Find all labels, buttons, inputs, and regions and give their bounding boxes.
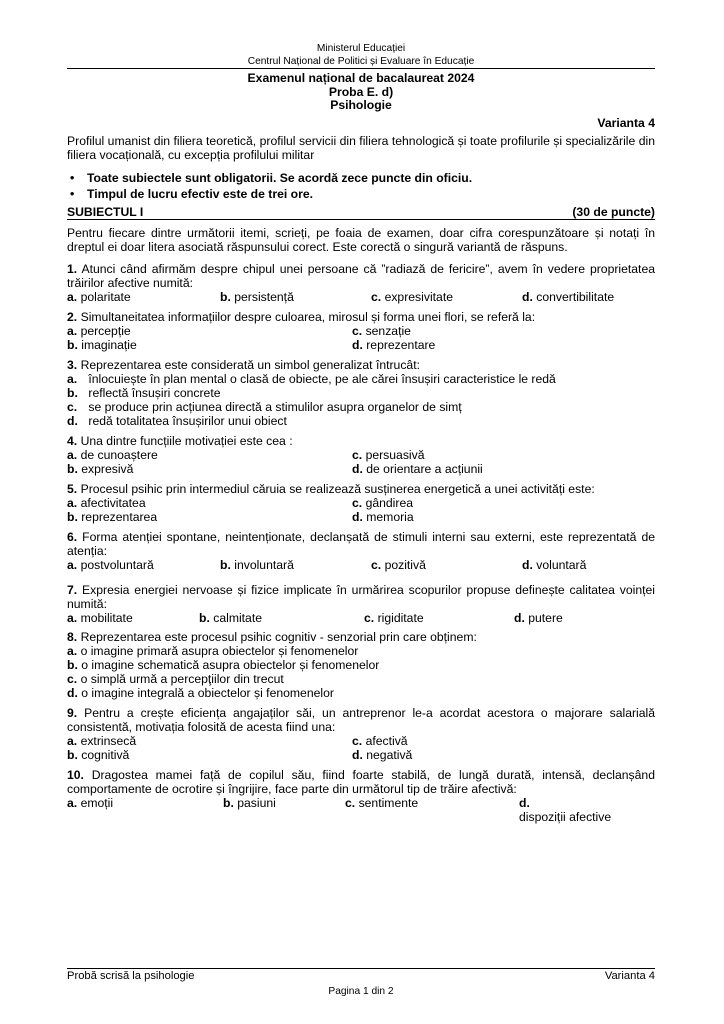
- option-letter: c.: [67, 399, 78, 414]
- options-row: [67, 290, 655, 304]
- option-letter: b.: [220, 289, 231, 304]
- options-row: [67, 796, 655, 824]
- option-letter: a.: [67, 495, 78, 510]
- option-letter: d.: [67, 685, 78, 700]
- option-text: mobilitate: [80, 610, 133, 625]
- answer-option: [352, 462, 483, 476]
- question-4: [67, 434, 655, 476]
- answer-option: [352, 324, 411, 338]
- answer-option: [223, 796, 345, 824]
- option-letter: b.: [67, 461, 78, 476]
- rule-item: [67, 170, 655, 186]
- answer-option: [67, 644, 655, 658]
- option-text: polaritate: [80, 289, 131, 304]
- answer-option: [67, 510, 352, 524]
- question-number: 7.: [67, 582, 78, 597]
- answer-option: [67, 372, 655, 386]
- option-letter: c.: [345, 795, 356, 810]
- option-text: de cunoaștere: [80, 447, 158, 462]
- question-text: [67, 630, 655, 644]
- question-number: 4.: [67, 433, 78, 448]
- answer-option: [67, 448, 352, 462]
- option-letter: b.: [67, 657, 78, 672]
- question-body: Pentru a crește eficiența angajaților săi, un antreprenor le-a acordat acestora o majorare salarială consistentă, motivația folosită de acesta fiind una:: [67, 705, 655, 734]
- question-body: Reprezentarea este considerată un simbol generalizat întrucât:: [80, 357, 420, 372]
- question-body: Atunci când afirmăm despre chipul unei persoane că ”radiază de fericire”, avem în vedere proprietatea trăirilor afective numită:: [67, 261, 655, 290]
- question-text: [67, 262, 655, 290]
- question-number: 2.: [67, 309, 78, 324]
- profile-text: Profilul umanist din filiera teoretică, profilul servicii din filiera tehnologică și toate profilurile și specializările din filiera vocațională, cu excepția profilului militar: [67, 133, 655, 162]
- answer-option: [67, 324, 352, 338]
- question-text: [67, 583, 655, 611]
- options-row: [67, 748, 655, 762]
- answer-option: [67, 386, 655, 400]
- option-letter: a.: [67, 557, 78, 572]
- variant-label: Varianta 4: [597, 115, 655, 130]
- question-text: [67, 310, 655, 324]
- option-text: gândirea: [365, 495, 413, 510]
- options-row: [67, 324, 655, 338]
- question-text: [67, 482, 655, 496]
- options-row: [67, 558, 655, 572]
- option-text: reprezentarea: [81, 509, 158, 524]
- page-number: Pagina 1 din 2: [328, 986, 394, 997]
- question-10: [67, 768, 655, 824]
- option-text: persistență: [234, 289, 294, 304]
- rules-list: [67, 170, 655, 202]
- question-number: 10.: [67, 767, 84, 782]
- option-text: o imagine integrală a obiectelor și fenomenelor: [81, 685, 334, 700]
- option-letter: b.: [67, 509, 78, 524]
- option-text: pozitivă: [384, 557, 426, 572]
- options-row: [67, 734, 655, 748]
- option-letter: c.: [352, 323, 363, 338]
- answer-option: [352, 496, 413, 510]
- option-letter: c.: [352, 495, 363, 510]
- option-letter: a.: [67, 323, 78, 338]
- option-letter: b.: [220, 557, 231, 572]
- option-letter: d.: [522, 289, 533, 304]
- answer-option: [67, 686, 655, 700]
- option-text: pasiuni: [237, 795, 276, 810]
- answer-option: [345, 796, 519, 824]
- question-number: 1.: [67, 261, 78, 276]
- ministry-name: Ministerul Educației: [316, 43, 406, 54]
- option-text: o imagine primară asupra obiectelor și fenomenelor: [80, 643, 359, 658]
- answer-option: [67, 734, 352, 748]
- question-body: Dragostea mamei față de copilul său, fiind foarte stabilă, de lungă durată, intensă, declanșând comportamente de ocrotire și îngrijire, face parte din următorul tip de trăire afectivă:: [67, 767, 655, 796]
- option-text: rigiditate: [377, 610, 424, 625]
- option-text: voluntară: [536, 557, 587, 572]
- answer-option: [67, 338, 352, 352]
- exam-page: [67, 0, 655, 1024]
- question-3: [67, 358, 655, 428]
- rule-text: Timpul de lucru efectiv este de trei ore.: [87, 186, 313, 201]
- option-letter: d.: [352, 509, 363, 524]
- option-text: expresivă: [81, 461, 134, 476]
- question-1: [67, 262, 655, 304]
- question-7: [67, 583, 655, 625]
- option-text: expresivitate: [384, 289, 453, 304]
- option-letter: b.: [67, 337, 78, 352]
- option-text: putere: [528, 610, 563, 625]
- answer-option: [67, 611, 199, 625]
- option-text: convertibilitate: [536, 289, 615, 304]
- option-letter: c.: [67, 671, 78, 686]
- answer-option: [352, 448, 425, 462]
- question-9: [67, 706, 655, 762]
- footer-right: Varianta 4: [604, 970, 655, 982]
- answer-option: [519, 796, 619, 824]
- option-letter: d.: [514, 610, 525, 625]
- exam-title: Examenul național de bacalaureat 2024: [247, 71, 475, 85]
- exam-proba: Proba E. d): [328, 84, 394, 99]
- options-row: [67, 510, 655, 524]
- option-text: afectivitatea: [80, 495, 146, 510]
- answer-option: [364, 611, 514, 625]
- question-body: Simultaneitatea informațiilor despre culoarea, mirosul și forma unei flori, se referă la:: [80, 309, 536, 324]
- question-text: [67, 434, 655, 448]
- question-text: [67, 358, 655, 372]
- question-body: Una dintre funcțiile motivației este cea :: [80, 433, 293, 448]
- footer-left: Probă scrisă la psihologie: [67, 970, 195, 982]
- option-letter: b.: [223, 795, 234, 810]
- option-text: reflectă însușiri concrete: [88, 385, 221, 400]
- option-text: imaginație: [81, 337, 137, 352]
- option-text: persuasivă: [365, 447, 425, 462]
- option-text: reprezentare: [366, 337, 436, 352]
- option-letter: a.: [67, 795, 78, 810]
- option-letter: b.: [199, 610, 210, 625]
- answer-option: [514, 611, 614, 625]
- question-6: [67, 530, 655, 572]
- option-letter: a.: [67, 643, 78, 658]
- option-letter: d.: [352, 747, 363, 762]
- option-text: redă totalitatea însușirilor unui obiect: [88, 413, 287, 428]
- answer-option: [67, 658, 655, 672]
- answer-option: [67, 748, 352, 762]
- question-2: [67, 310, 655, 352]
- header-divider: [67, 68, 655, 69]
- question-8: [67, 630, 655, 700]
- option-letter: a.: [67, 371, 78, 386]
- answer-option: [371, 290, 522, 304]
- option-letter: b.: [67, 747, 78, 762]
- option-text: calmitate: [213, 610, 263, 625]
- section-title: SUBIECTUL I: [67, 204, 144, 219]
- option-letter: b.: [67, 385, 78, 400]
- question-number: 3.: [67, 357, 78, 372]
- option-text: involuntară: [234, 557, 294, 572]
- question-number: 6.: [67, 529, 78, 544]
- answer-option: [352, 338, 435, 352]
- bullet-icon: •: [70, 186, 75, 201]
- options-row: [67, 462, 655, 476]
- answer-option: [199, 611, 364, 625]
- answer-option: [352, 748, 412, 762]
- exam-subject: Psihologie: [330, 98, 392, 112]
- answer-option: [67, 290, 220, 304]
- section-heading: [67, 205, 655, 220]
- section-points: (30 de puncte): [572, 204, 655, 219]
- question-body: Procesul psihic prin intermediul căruia se realizează susținerea energetică a unei activități este:: [80, 481, 595, 496]
- question-text: [67, 530, 655, 558]
- option-letter: d.: [522, 557, 533, 572]
- question-text: [67, 768, 655, 796]
- option-letter: d.: [352, 337, 363, 352]
- option-text: o imagine schematică asupra obiectelor și fenomenelor: [81, 657, 380, 672]
- question-number: 5.: [67, 481, 78, 496]
- answer-option: [522, 290, 622, 304]
- answer-option: [67, 796, 223, 824]
- option-letter: c.: [371, 557, 382, 572]
- answer-option: [220, 558, 371, 572]
- option-letter: a.: [67, 733, 78, 748]
- options-row: [67, 338, 655, 352]
- options-row: [67, 448, 655, 462]
- option-text: de orientare a acțiunii: [366, 461, 483, 476]
- option-text: cognitivă: [81, 747, 130, 762]
- page-footer: [67, 968, 655, 983]
- answer-option: [352, 734, 408, 748]
- bullet-icon: •: [70, 170, 75, 185]
- rule-item: [67, 186, 655, 202]
- answer-option: [220, 290, 371, 304]
- option-letter: a.: [67, 289, 78, 304]
- option-letter: c.: [352, 733, 363, 748]
- option-text: o simplă urmă a percepţiilor din trecut: [80, 671, 284, 686]
- option-text: dispoziții afective: [519, 809, 612, 824]
- option-letter: d.: [519, 795, 530, 810]
- options-list: [67, 644, 655, 700]
- question-body: Reprezentarea este procesul psihic cognitiv - senzorial prin care obținem:: [80, 629, 477, 644]
- option-letter: a.: [67, 610, 78, 625]
- option-letter: d.: [67, 413, 78, 428]
- option-letter: a.: [67, 447, 78, 462]
- option-text: negativă: [366, 747, 413, 762]
- option-text: înlocuiește în plan mental o clasă de obiecte, pe ale cărei însușiri caracteristice le redă: [88, 371, 556, 386]
- option-text: se produce prin acțiunea directă a stimulilor asupra organelor de simț: [88, 399, 462, 414]
- answer-option: [67, 558, 220, 572]
- answer-option: [67, 400, 655, 414]
- rule-text: Toate subiectele sunt obligatorii. Se acordă zece puncte din oficiu.: [87, 170, 473, 185]
- option-text: postvoluntară: [80, 557, 154, 572]
- options-list: [67, 372, 655, 428]
- question-body: Forma atenției spontane, neintenționate, declanșată de stimuli interni sau externi, este reprezentată de atenția:: [67, 529, 655, 558]
- option-text: percepție: [80, 323, 131, 338]
- option-letter: c.: [352, 447, 363, 462]
- answer-option: [371, 558, 522, 572]
- question-number: 8.: [67, 629, 78, 644]
- instructions: Pentru fiecare dintre următorii itemi, scrieți, pe foaia de examen, doar cifra corespunzătoare și notați în dreptul ei doar litera asociată răspunsului corect. Este corectă o singură variantă de răspuns.: [67, 225, 655, 254]
- answer-option: [522, 558, 622, 572]
- question-body: Expresia energiei nervoase și fizice implicate în urmărirea scopurilor propuse definește calitatea voinței numită:: [67, 582, 656, 611]
- question-5: [67, 482, 655, 524]
- answer-option: [67, 496, 352, 510]
- answer-option: [67, 414, 655, 428]
- option-letter: c.: [364, 610, 375, 625]
- option-letter: d.: [352, 461, 363, 476]
- options-row: [67, 496, 655, 510]
- question-text: [67, 706, 655, 734]
- option-text: memoria: [366, 509, 414, 524]
- option-text: extrinsecă: [80, 733, 137, 748]
- options-row: [67, 611, 655, 625]
- answer-option: [67, 672, 655, 686]
- option-text: sentimente: [358, 795, 419, 810]
- answer-option: [67, 462, 352, 476]
- option-letter: c.: [371, 289, 382, 304]
- question-number: 9.: [67, 705, 78, 720]
- option-text: emoții: [80, 795, 114, 810]
- option-text: senzație: [365, 323, 411, 338]
- option-text: afectivă: [365, 733, 408, 748]
- center-name: Centrul Național de Politici și Evaluare în Educație: [247, 55, 475, 67]
- answer-option: [352, 510, 414, 524]
- questions-list: [67, 262, 655, 824]
